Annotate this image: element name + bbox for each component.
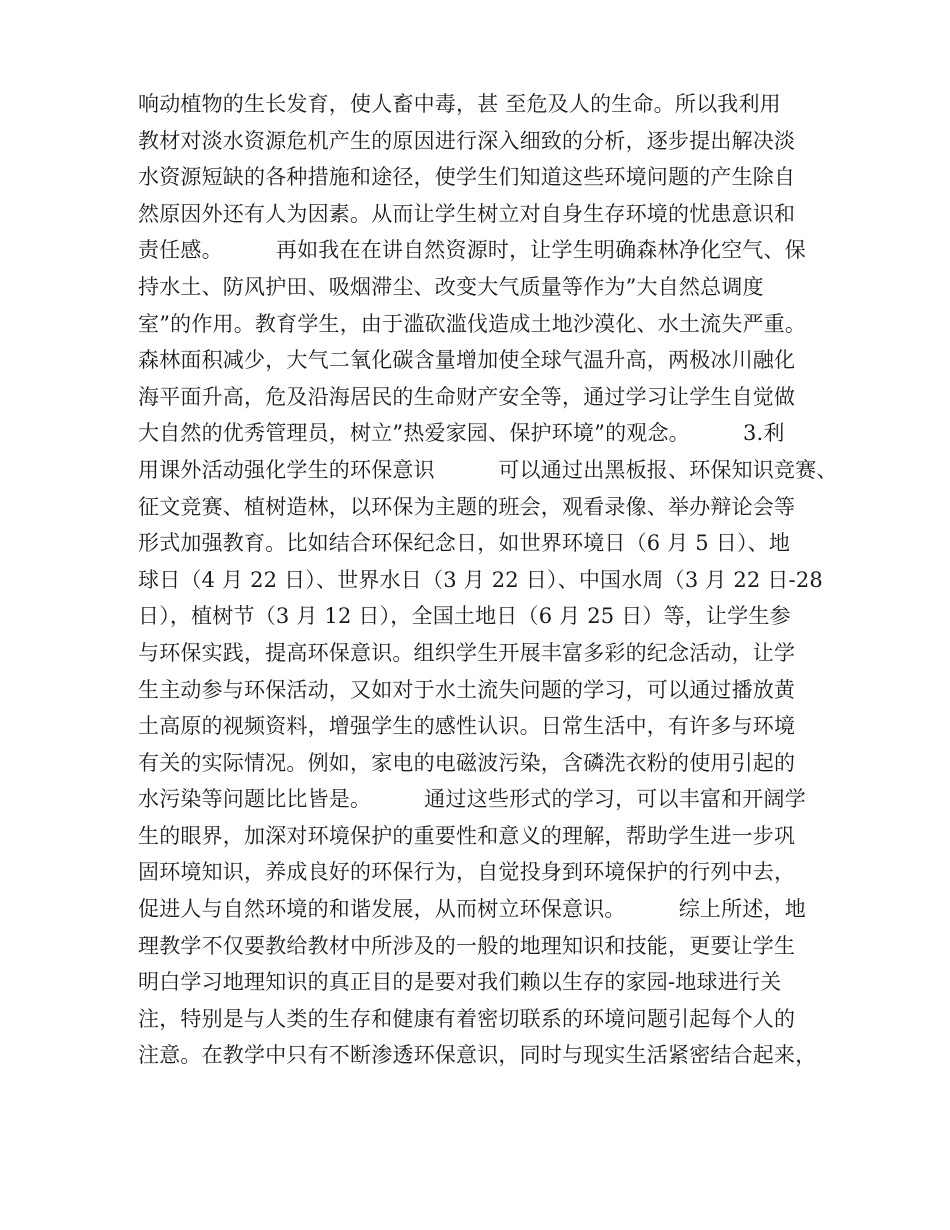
text-line: 用课外活动强化学生的环保意识 可以通过出黑板报、环保知识竞赛、 (138, 457, 838, 482)
text-line: 教材对淡水资源危机产生的原因进行深入细致的分析，逐步提出解决淡 (138, 128, 796, 153)
text-line: 然原因外还有人为因素。从而让学生树立对自身生存环境的忧患意识和 (138, 201, 796, 226)
text-line: 形式加强教育。比如结合环保纪念日，如世界环境日（6 月 5 日）、地 (138, 531, 791, 556)
text-line: 水污染等问题比比皆是。 通过这些形式的学习，可以丰富和开阔学 (138, 787, 806, 812)
body-text (138, 86, 838, 1074)
text-line: 注，特别是与人类的生存和健康有着密切联系的环境问题引起每个人的 (138, 1006, 796, 1031)
text-line: 大自然的优秀管理员，树立”热爱家园、保护环境”的观念。 3.利 (138, 421, 785, 446)
text-line: 水资源短缺的各种措施和途径，使学生们知道这些环境问题的产生除自 (138, 165, 796, 190)
text-line: 促进人与自然环境的和谐发展，从而树立环保意识。 综上所述，地 (138, 897, 806, 922)
text-line: 响动植物的生长发育，使人畜中毒，甚 至危及人的生命。所以我利用 (138, 92, 781, 116)
text-line: 日），植树节（3 月 12 日），全国土地日（6 月 25 日）等，让学生参 (138, 604, 791, 629)
text-line: 海平面升高，危及沿海居民的生命财产安全等，通过学习让学生自觉做 (138, 384, 796, 409)
text-line: 持水土、防风护田、吸烟滞尘、改变大气质量等作为”大自然总调度 (138, 274, 764, 299)
text-line: 责任感。 再如我在在讲自然资源时，让学生明确森林净化空气、保 (138, 238, 806, 263)
text-line: 明白学习地理知识的真正目的是要对我们赖以生存的家园-地球进行关 (138, 970, 782, 995)
text-line: 球日（4 月 22 日）、世界水日（3 月 22 日）、中国水周（3 月 22 日-28 (138, 567, 823, 592)
text-line: 理教学不仅要教给教材中所涉及的一般的地理知识和技能，更要让学生 (138, 933, 796, 958)
text-line: 土高原的视频资料，增强学生的感性认识。日常生活中，有许多与环境 (138, 714, 796, 739)
text-line: 森林面积减少，大气二氧化碳含量增加使全球气温升高，两极冰川融化 (138, 348, 796, 373)
text-line: 征文竞赛、植树造林，以环保为主题的班会，观看录像、举办辩论会等 (138, 494, 796, 519)
text-line: 与环保实践，提高环保意识。组织学生开展丰富多彩的纪念活动，让学 (138, 640, 796, 665)
text-line: 注意。在教学中只有不断渗透环保意识，同时与现实生活紧密结合起来， (138, 1043, 817, 1068)
text-line: 有关的实际情况。例如，家电的电磁波污染，含磷洗衣粉的使用引起的 (138, 750, 796, 775)
text-line: 生主动参与环保活动，又如对于水土流失问题的学习，可以通过播放黄 (138, 677, 796, 702)
text-line: 固环境知识，养成良好的环保行为，自觉投身到环境保护的行列中去， (138, 860, 796, 885)
text-line: 生的眼界，加深对环境保护的重要性和意义的理解，帮助学生进一步巩 (138, 823, 796, 848)
text-line: 室”的作用。教育学生，由于滥砍滥伐造成土地沙漠化、水土流失严重。 (138, 311, 807, 336)
